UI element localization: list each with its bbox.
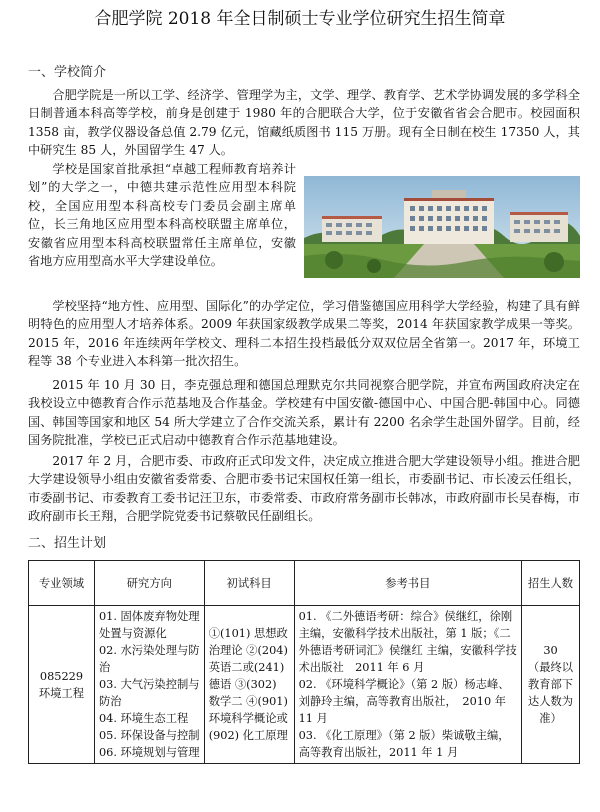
quota-cell [522,606,580,764]
direction-cell [94,606,204,764]
quota-number: 30 [543,644,558,657]
table-header-row [29,561,580,606]
header-direction: 研究方向 [94,561,204,606]
book-item: 02. 《环境科学概论》（第 2 版）杨志峰、刘静玲主编，高等教育出版社， 2010 年 11 月 [298,678,510,725]
quota-note: （最终以教育部下达人数为准） [527,661,574,725]
direction-item: 05. 环保设备与控制 [98,729,200,742]
field-code: 085229 [39,669,84,683]
direction-item: 03. 大气污染控制与防治 [98,678,200,708]
intro-paragraph-4: 2015 年 10 月 30 日，李克强总理和德国总理默克尔共同视察合肥学院，并宣布两国政府决定在我校设立中德教育合作示范基地及合作基金。学校建有中国安徽-德国中心、中国合肥-韩国中心。同德国、韩国等国家和地区 54 所大学建立了合作交流关系，累计有 2200 名余学生赴国外留学。目前，经国务院批准，学校已正式启动中德教育合作示范基地建设。 [28,378,580,448]
direction-item: 02. 水污染处理与防治 [98,644,200,674]
intro-paragraph-2: 学校是国家首批承担“卓越工程师教育培养计划”的大学之一，中德共建示范性应用型本科院校，全国应用型本科高校专门委员会副主席单位，长三角地区应用型本科高校联盟主席单位，安徽省应用型本科高校联盟常任主席单位，安徽省地方应用型高水平大学建设单位。 [28,162,296,269]
intro-paragraph-5: 2017 年 2 月，合肥市委、市政府正式印发文件，决定成立推进合肥大学建设领导小组。推进合肥大学建设领导小组由安徽省委常委、合肥市委书记宋国权任第一组长，市委副书记、市长凌云任组长，市委副书记、市委教育工委书记汪卫东，市委常委、市政府常务副市长韩冰，市政府副市长吴春梅，市政府副市长王翔，合肥学院党委书记蔡敬民任副组长。 [28,454,580,524]
book-item: 03. 《化工原理》（第 2 版）柴诚敬主编，高等教育出版社，2011 年 1 月 [298,729,510,759]
header-field: 专业领域 [29,561,95,606]
intro-paragraph-1: 合肥学院是一所以工学、经济学、管理学为主，文学、理学、教育学、艺术学协调发展的多学科全日制普通本科高等学校，前身是创建于 1980 年的合肥联合大学，位于安徽省省会合肥市。校园面积 1358 亩，教学仪器设备总值 2.79 亿元，馆藏纸质图书 115 万册。现有全日制在校生 17350 人，其中研究生 85 人，外国留学生 47 人。 [28,88,580,158]
campus-photo [304,176,580,278]
exam-cell: ①(101) 思想政治理论 ②(204) 英语二或(241) 德语 ③(302) 数学二 ④(901) 环境科学概论或(902) 化工原理 [204,606,294,764]
intro-paragraph-3: 学校坚持“地方性、应用型、国际化”的办学定位，学习借鉴德国应用科学大学经验，构建了具有鲜明特色的应用型人才培养体系。2009 年获国家级教学成果二等奖，2014 年获国家教学成果一等奖。2015 年，2016 年连续两年学校文、理科二本招生投档最低分双双位居全省第一。2017 年，环境工程等 38 个专业进入本科第一批次招生。 [28,299,580,369]
section-heading-plan: 二、招生计划 [28,536,107,551]
header-quota: 招生人数 [522,561,580,606]
header-books: 参考书目 [294,561,521,606]
direction-item: 04. 环境生态工程 [98,712,189,725]
table-row [29,606,580,764]
book-item: 01. 《二外德语考研：综合》侯继红，徐刚主编，安徽科学技术出版社，第 1 版；《二外德语考研词汇》侯继红 主编，安徽科学技术出版社 2011 年 6 月 [298,610,517,674]
field-name: 环境工程 [38,686,85,700]
header-exams: 初试科目 [204,561,294,606]
page-title: 合肥学院 2018 年全日制硕士专业学位研究生招生简章 [94,9,506,29]
field-cell [29,606,95,764]
section-heading-intro: 一、学校简介 [28,65,107,80]
books-cell [294,606,521,764]
enrollment-table [28,560,580,764]
direction-item: 06. 环境规划与管理 [98,746,200,759]
direction-item: 01. 固体废弃物处理处置与资源化 [98,610,200,640]
